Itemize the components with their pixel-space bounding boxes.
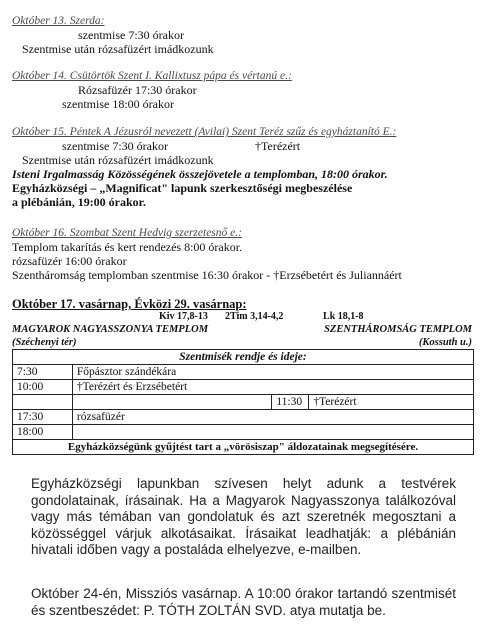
day-heading: Október 15. Péntek A Jézusról nevezett (Avilai) Szent Teréz szűz és egyháztanító E.:: [12, 126, 397, 138]
reading-1: Kiv 17,8-13: [159, 311, 208, 322]
schedule-line: szentmise 18:00 órakor: [62, 97, 174, 111]
day-block-oct13: [12, 14, 474, 56]
day-block-oct16: [12, 226, 474, 282]
schedule-line: Rózsafüzér 17:30 órakor: [78, 83, 197, 97]
day-heading: Október 16. Szombat Szent Hedvig szerzetesnő e.:: [12, 227, 242, 239]
table-row: [13, 365, 474, 380]
table-footer-row: [13, 440, 474, 455]
notice-paragraph-writings: Egyházközségi lapunkban szívesen helyt adunk a testvérek gondolatainak, írásainak. Ha a Magyarok Nagyasszonya találkozóval vagy más témában van gondolatuk és azt szeretnék megosztani a közösséggel várjuk alkotásaikat. Írásaikat leadhatják: a plébánián hivatali időben vagy a postaláda elhelyezve, e-mailben.: [31, 476, 456, 557]
row-desc-2: †Terézért: [309, 395, 474, 410]
schedule-line: Isteni Irgalmasság Közösségének összejövetele a templomban, 18:00 órakor.: [12, 167, 388, 181]
church-right-name: SZENTHÁROMSÁG TEMPLOM: [324, 324, 472, 335]
schedule-line: Szentmise után rózsafüzért imádkozunk: [22, 42, 214, 56]
church-left-name: MAGYAROK NAGYASSZONYA TEMPLOM: [12, 324, 209, 335]
reading-3: Lk 18,1-8: [323, 311, 364, 322]
day-block-oct15: [12, 125, 474, 209]
church-left-location: (Széchenyi tér): [12, 337, 77, 348]
mass-line: [12, 139, 474, 153]
row-desc: rózsafüzér: [72, 410, 473, 425]
row-time: [13, 395, 73, 410]
schedule-line: Szentmise után rózsafüzért imádkozunk: [22, 153, 214, 167]
day-heading: Október 14. Csütörtök Szent I. Kallixtusz pápa és vértanú e.:: [12, 70, 292, 82]
row-time-2: 11:30: [272, 395, 309, 410]
row-desc: †Terézért és Erzsébetért: [72, 380, 473, 395]
church-right-location: (Kossuth u.): [418, 337, 472, 348]
table-row: [13, 425, 474, 440]
mass-schedule-table: [12, 349, 474, 455]
row-desc: Főpásztor szándékára: [72, 365, 473, 380]
schedule-line: Egyházközségi – „Magnificat" lapunk szerkesztőségi megbeszélése: [12, 181, 353, 195]
day-heading: Október 13. Szerda:: [12, 15, 105, 27]
table-row: [13, 410, 474, 425]
mass-time: szentmise 7:30 órakor: [62, 139, 168, 153]
row-desc: [72, 395, 271, 410]
mass-intention: †Terézért: [255, 139, 301, 153]
schedule-line: szentmise 7:30 órakor: [78, 28, 184, 42]
church-names: [12, 323, 472, 349]
collection-notice: Egyházközségünk gyűjtést tart a „vörösiszap" áldozatainak megsegítésére.: [13, 440, 474, 455]
row-time: 7:30: [13, 365, 73, 380]
sunday-heading: Október 17. vasárnap, Évközi 29. vasárnap:: [12, 297, 247, 311]
table-row: [13, 395, 474, 410]
reading-2: 2Tim 3,14-4,2: [225, 311, 284, 322]
notice-paragraph-mission-sunday: Október 24-én, Missziós vasárnap. A 10:00 órakor tartandó szentmisét és szentbeszédet: P. TÓTH ZOLTÁN SVD. atya mutatja be.: [31, 586, 456, 618]
day-block-oct14: [12, 69, 474, 111]
schedule-line: rózsafüzér 16:00 órakor: [12, 254, 127, 268]
row-time: 10:00: [13, 380, 73, 395]
schedule-line: Szentháromság templomban szentmise 16:30 órakor - †Erzsébetért és Juliannáért: [12, 268, 402, 282]
table-title: Szentmisék rendje és ideje:: [13, 350, 474, 365]
table-title-row: [13, 350, 474, 365]
schedule-line: Templom takarítás és kert rendezés 8:00 órakor.: [12, 240, 243, 254]
row-time: 17:30: [13, 410, 73, 425]
schedule-line: a plébánián, 19:00 órakor.: [12, 195, 146, 209]
row-time: 18:00: [13, 425, 73, 440]
table-row: [13, 380, 474, 395]
row-desc: [72, 425, 473, 440]
